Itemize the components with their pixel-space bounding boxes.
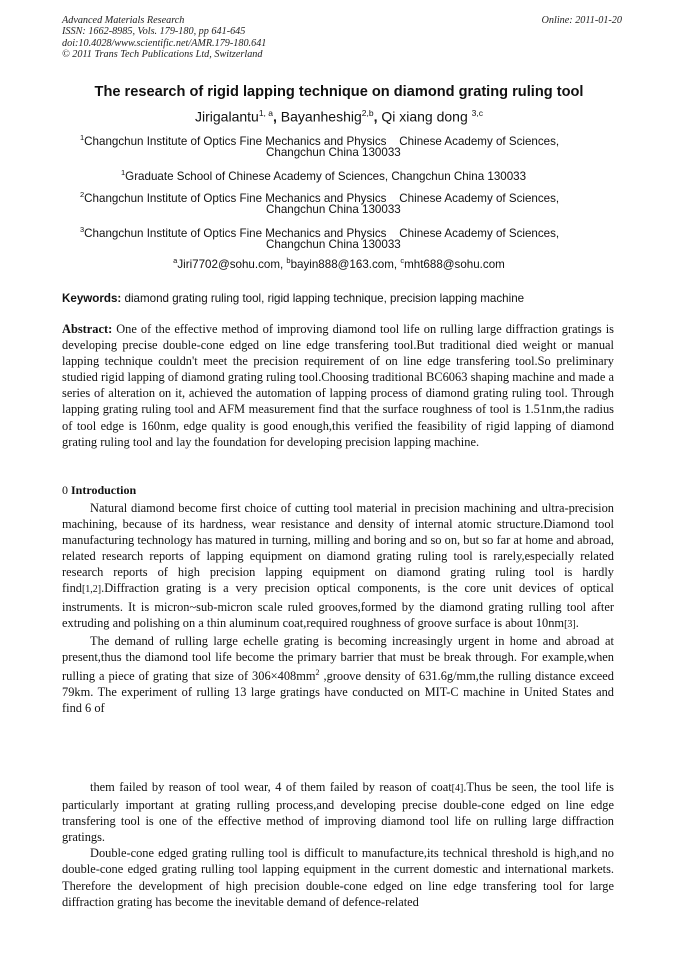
section-title: Introduction [71,483,137,497]
keywords-label: Keywords: [62,292,122,305]
email-a-sup: a [173,256,178,265]
abstract [62,321,614,450]
intro-p1-text-a: Natural diamond become first choice of cutting tool material in precision machining and ultra-precision machining, because of its hardness, wear resistance and density of internal atomic structure.Diamond tool manufacturing technology has matured in turning, milling and boring and so on, but so far at home and abroad, related research reports of lapping equipment on diamond grating ruling tool is rarely,especially related research reports of high precision lapping equipment on diamond grating ruling tool is hardly find [62,501,614,596]
author-1: Jirigalantu [195,108,259,125]
intro-column-1 [62,500,614,716]
citation-4: [4] [451,783,464,794]
email-c-sup: c [400,256,405,265]
author-1-sup: 1, a [258,108,274,118]
affiliation-1-line1: Changchun Institute of Optics Fine Mechanics and Physics Chinese Academy of Sciences, [84,134,560,148]
keywords-text: diamond grating ruling tool, rigid lapping technique, precision lapping machine [121,292,525,305]
intro-paragraph-2 [62,633,614,717]
author-2-sup: 2,b [361,108,374,118]
author-sep-2: , [373,108,382,125]
affiliation-3-line1: Changchun Institute of Optics Fine Mechanics and Physics Chinese Academy of Sciences, [84,191,560,205]
abstract-label: Abstract: [62,322,113,336]
affiliation-1-sup: 1 [80,133,85,142]
copyright-line: © 2011 Trans Tech Publications Ltd, Switzerland [62,48,263,60]
email-b: bayin888@163.com, [290,257,401,271]
email-b-sup: b [286,256,291,265]
affiliation-4-line1: Changchun Institute of Optics Fine Mechanics and Physics Chinese Academy of Sciences, [84,226,560,240]
affiliation-2-line1: Graduate School of Chinese Academy of Sciences, Changchun China 130033 [125,169,527,183]
intro-paragraph-1 [62,500,614,633]
online-date: Online: 2011-01-20 [541,15,622,26]
intro-p2-sup: 2 [315,667,320,677]
doi-line: doi:10.4028/www.scientific.net/AMR.179-180.641 [62,37,267,49]
affiliation-1 [80,131,560,159]
abstract-text: One of the effective method of improving diamond tool life on rulling large diffraction gratings is developing precise double-cone edged on line edge transfering tool.But traditional died weight or manual lapping technique couldn't meet the precision requirement of on line edge transfering tool.So preliminary studied rigid lapping of diamond grating ruling tool.Choosing traditional BC6063 shaping machine and made a series of alteration on it, achieved the automation of lapping process of diamond grating ruling tool. Through lapping grating ruling tool and AFM measurement find that the surface roughness of tool is 1.51nm,the radius of tool edge is 160nm, edge quality is good enough,this verified the feasibility of rigid lapping of diamond grating ruling tool and lay the foundation for developing precision lapping machine. [62,322,614,449]
intro-p2-text-a: The demand of rulling large echelle grating is becoming increasingly urgent in home and abroad at present,thus the diamond tool life become the primary barrier that must be break through. For example,when rulling a piece of grating that size of 306×408mm [62,633,614,684]
intro-p1-text-c: . [575,615,579,630]
intro-column-2 [62,779,614,910]
intro-p2-text-b: ,groove density of 631.6g/mm,the rulling distance exceed 79km. The experiment of rulling 13 large gratings have conducted on MIT-C machine in United States and find 6 of [62,669,614,716]
author-2: Bayanheshig [280,108,362,125]
author-emails [0,256,678,271]
citation-3: [3] [564,618,576,630]
affiliation-2-sup: 1 [121,168,126,177]
email-a: Jiri7702@sohu.com, [177,257,287,271]
intro-paragraph-4: Double-cone edged grating rulling tool is difficult to manufacture,its technical threshold is high,and no double-cone edged grating rulling tool lapping equipment in the current domestic and international markets. Therefore the development of high precision double-cone edged on line edge transfering tool for large diffraction grating has become the inevitable demand of defence-related [62,846,614,909]
affiliation-3-line2: Changchun China 130033 [266,202,401,216]
affiliation-1-line2: Changchun China 130033 [266,145,401,159]
intro-p3-text-a: them failed by reason of tool wear, 4 of them failed by reason of coat [90,780,452,794]
paper-title: The research of rigid lapping technique on diamond grating ruling tool [94,84,584,100]
journal-name: Advanced Materials Research [62,15,185,26]
author-list [0,108,678,125]
issn-line: ISSN: 1662-8985, Vols. 179-180, pp 641-645 [62,26,246,38]
intro-p3-text-b: .Thus be seen, the tool life is particularly important at grating rulling process,and developing precise double-cone edged on line edge transfering tool is one of the effective method of improving diamond tool life on rulling large diffraction gratings. [62,780,614,845]
affiliation-2 [121,166,526,184]
keywords [62,292,622,305]
author-3: Qi xiang dong [381,108,468,125]
section-heading-introduction [62,483,136,498]
affiliation-4 [80,223,560,251]
section-number: 0 [62,483,68,497]
affiliation-3-sup: 2 [80,190,85,199]
intro-paragraph-3 [62,779,614,845]
affiliation-4-sup: 3 [80,225,85,234]
author-3-sup: 3,c [471,108,483,118]
affiliation-4-line2: Changchun China 130033 [266,237,401,251]
intro-p1-text-b: .Diffraction grating is a very precision optical components, is the core unit devices of optical instruments. It is micron~sub-micron scale ruled grooves,formed by the diamond grating rulling tool after extruding and polishing on a thin aluminum coat,required roughness of groove surface is about 10nm [62,581,614,630]
affiliation-3 [80,188,560,216]
email-c: mht688@sohu.com [404,257,505,271]
citation-1-2: [1,2] [81,584,102,596]
author-sep-1: , [273,108,281,125]
journal-header [62,15,622,60]
